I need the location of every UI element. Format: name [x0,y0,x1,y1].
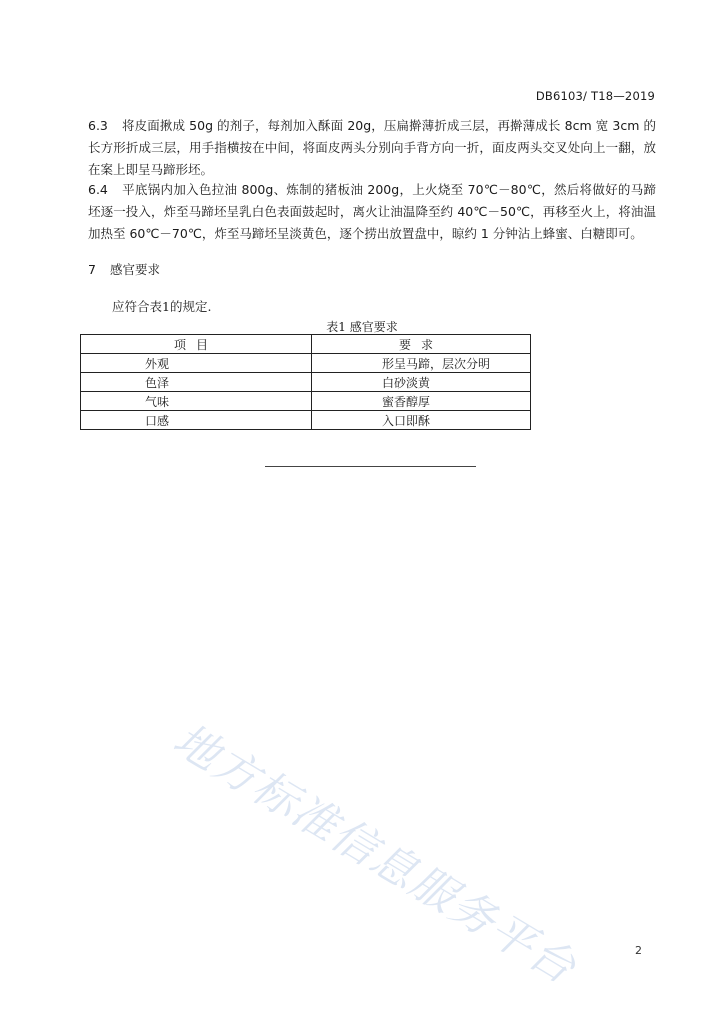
table-header-row [81,335,531,354]
cell-item: 色泽 [81,373,312,392]
section-heading [88,260,160,278]
clause-text: 平底锅内加入色拉油 800g、炼制的猪板油 200g，上火烧至 70℃－80℃，然后将做好的马蹄坯逐一投入，炸至马蹄坯呈乳白色表面鼓起时，离火让油温降至约 40℃－50℃，再移至火上，将油温加热至 60℃－70℃，炸至马蹄坯呈淡黄色，逐个捞出放置盘中，晾约 1 分钟沾上蜂蜜、白糖即可。 [88,182,656,241]
watermark: 地方标准信息服务平台 [164,713,586,995]
cell-requirement: 白砂淡黄 [312,373,531,392]
clause-number: 6.3 [88,118,108,133]
end-of-text-rule [265,466,476,467]
intro-text: 应符合表1的规定. [112,299,212,314]
table-row [81,354,531,373]
cell-item: 气味 [81,392,312,411]
section-number: 7 [88,262,96,277]
cell-item: 外观 [81,354,312,373]
clause-6-3 [88,115,656,181]
clause-text: 将皮面揪成 50g 的剂子，每剂加入酥面 20g，压扁擀薄折成三层，再擀薄成长 8cm 宽 3cm 的长方形折成三层，用手指横按在中间，将面皮两头分别向手背方向一折，面皮两头交叉处向上一翻，放在案上即呈马蹄形坯。 [88,118,656,177]
standard-code: DB6103/ T18—2019 [535,89,655,103]
table-caption: 表1 感官要求 [326,320,398,334]
cell-requirement: 蜜香醇厚 [312,392,531,411]
table-row [81,373,531,392]
table-row [81,411,531,430]
table-row [81,392,531,411]
cell-requirement: 形呈马蹄，层次分明 [312,354,531,373]
clause-number: 6.4 [88,182,108,197]
cell-item: 口感 [81,411,312,430]
sensory-requirements-table [80,334,531,430]
cell-requirement: 入口即酥 [312,411,531,430]
header-requirement: 要求 [312,335,531,354]
clause-6-4 [88,179,656,245]
section-title: 感官要求 [109,262,160,277]
page-number: 2 [635,944,642,957]
header-item: 项目 [81,335,312,354]
